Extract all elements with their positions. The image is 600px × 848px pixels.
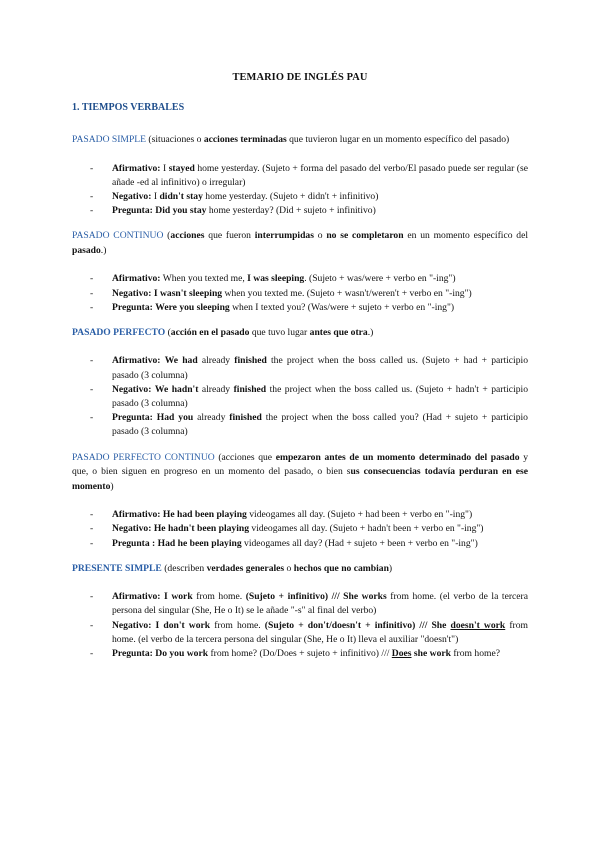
examples-list [90,272,528,315]
list-item: - Negativo: We hadn't already finished the project when the boss called us. (Sujeto + hadn't + participio pasado (3 columna) [90,383,528,410]
item-text: when I texted you? (Was/were + sujeto + verbo en "-ing") [229,301,455,313]
item-text: I [160,162,169,174]
list-item: - Afirmativo: I work from home. (Sujeto + infinitivo) /// She works from home. (el verbo de la tercera persona del singular (She, He o It) se le añade "-s" al final del verbo) [90,591,529,617]
item-keyword: Had he been playing [157,537,242,549]
intro-keyword: empezaron antes de un momento determinado del pasado [275,451,520,463]
item-text: the project when the boss called us. (Sujeto + hadn't + participio pasado (3 columna) [112,383,528,410]
item-keyword: didn't stay [159,190,203,202]
item-keyword: I work [164,591,193,603]
list-item: - Negativo: He hadn't been playing videogames all day. (Sujeto + hadn't been + verbo en "-ing") [90,523,484,535]
section-pasado-continuo [72,229,528,315]
list-item: - Negativo: I don't work from home. (Sujeto + don't/doesn't + infinitivo) /// She doesn't work from home. (el verbo de la tercera persona del singular (She, He o It) lleva el auxiliar "doesn't") [90,619,528,645]
list-item: - Pregunta: Had you already finished the project when the boss called you? (Had + sujeto + participio pasado (3 columna) [90,412,528,438]
item-keyword: He had been playing [162,509,247,521]
section-presente-simple [72,562,528,662]
item-label: Negativo: [112,287,152,299]
examples-list [90,508,528,551]
item-label: Afirmativo: [112,591,161,603]
item-label: Afirmativo: [112,509,161,521]
section-intro [72,326,528,341]
intro-text: (situaciones o [146,134,204,145]
item-label: Pregunta: [112,205,153,217]
item-keyword: He hadn't been playing [153,523,250,535]
list-item: - Afirmativo: We had already finished the project when the boss called us. (Sujeto + had + participio pasado (3 columna) [90,355,528,381]
intro-text: ) [388,562,393,574]
intro-keyword: verdades generales [206,562,285,574]
intro-keyword: us consecuencias todavía perduran en ese momento [72,466,528,492]
item-label: Pregunta: [112,301,153,313]
intro-text: (acciones que [214,451,276,463]
item-label: Afirmativo: [112,162,161,174]
item-text: home yesterday. (Sujeto + forma del pasado del verbo/El pasado puede ser regular (se añade -ed al infinitivo) o irregular) [112,162,528,188]
examples-list [90,590,528,661]
item-text: the project when the boss called us. (Sujeto + had + participio pasado (3 columna) [112,355,528,381]
list-item: - Pregunta : Had he been playing videogames all day? (Had + sujeto + been + verbo en "-ing") [90,537,478,549]
item-text: home yesterday? (Did + sujeto + infinitivo) [206,205,376,217]
item-text: from home. [192,591,246,603]
item-keyword: Had you [156,412,194,424]
item-keyword: Did you stay [155,205,207,217]
section-pasado-perfecto-continuo [72,451,528,551]
item-label: Pregunta: [112,412,153,424]
item-keyword: I was sleeping [247,273,305,285]
item-keyword: she work [411,648,451,660]
item-label: Negativo: [112,523,152,535]
intro-keyword: hechos que no cambian [293,562,389,574]
intro-keyword: no se completaron [326,230,404,242]
list-item: - Afirmativo: When you texted me, I was sleeping. (Sujeto + was/were + verbo en "-ing") [90,273,456,285]
item-label: Afirmativo: [112,273,161,285]
item-text: already [193,412,230,424]
item-label: Pregunta : [112,537,156,549]
list-item: - Pregunta: Were you sleeping when I texted you? (Was/were + sujeto + verbo en "-ing") [90,301,455,313]
intro-keyword: pasado [72,244,101,256]
list-item: - Afirmativo: He had been playing videogames all day. (Sujeto + had been + verbo en "-ing") [90,509,473,521]
item-text: from home. (el verbo de la tercera persona del singular (She, He o It) se le añade "-s" al final del verbo) [112,591,529,617]
section-pasado-simple [72,133,528,218]
item-text: videogames all day. (Sujeto + hadn't been + verbo en "-ing") [249,523,484,535]
intro-text: que tuvieron lugar en un momento específico del pasado) [286,134,510,145]
intro-text: ( [163,230,171,242]
item-keyword: Were you sleeping [155,301,230,313]
item-text: already [197,355,235,367]
intro-keyword: interrumpidas [254,230,314,242]
item-label: Negativo: [112,383,152,395]
item-label: Negativo: [112,619,152,631]
item-keyword: I wasn't sleeping [153,287,223,299]
intro-text: ( [165,326,171,338]
item-keyword: (Sujeto + don't/doesn't + infinitivo) /// She [264,619,451,631]
list-item: - Pregunta: Do you work from home? (Do/Does + sujeto + infinitivo) /// Does she work from home? [90,648,500,660]
section-intro [72,562,528,577]
item-keyword-underlined: doesn't work [450,619,506,631]
section-title: PASADO PERFECTO CONTINUO [72,451,215,463]
item-keyword: finished [229,412,262,424]
intro-keyword: acciones terminadas [203,134,287,145]
item-label: Afirmativo: [112,355,161,367]
item-keyword: (Sujeto + infinitivo) /// She works [245,591,387,603]
item-text: from home? [450,648,500,660]
section-intro [72,451,528,495]
item-text: . (Sujeto + was/were + verbo en "-ing") [304,273,456,285]
item-text: videogames all day? (Had + sujeto + been + verbo en "-ing") [241,537,478,549]
document-title: TEMARIO DE INGLÉS PAU [232,72,368,83]
item-text: already [198,383,234,395]
intro-text: .) [100,244,107,256]
intro-text: o [313,230,327,242]
section-intro [72,229,528,258]
item-keyword: finished [233,383,267,395]
intro-text: ) [110,480,114,492]
section-title: PASADO PERFECTO [72,326,166,338]
intro-text: (describen [161,562,207,574]
item-keyword: We had [164,355,198,367]
section-heading: 1. TIEMPOS VERBALES [72,102,185,113]
item-label: Pregunta: [112,648,153,660]
examples-list [90,354,528,439]
section-title: PASADO CONTINUO [72,230,164,242]
item-keyword: I don't work [155,619,211,631]
intro-text: que tuvo lugar [249,326,310,338]
item-text: home yesterday. (Sujeto + didn't + infinitivo) [202,190,379,202]
section-intro [72,133,528,148]
list-item: - Afirmativo: I stayed home yesterday. (Sujeto + forma del pasado del verbo/El pasado puede ser regular (se añade -ed al infinitivo) o irregular) [90,162,528,188]
item-text: from home. (el verbo de la tercera persona del singular (She, He o It) lleva el auxiliar "doesn't") [112,619,528,645]
list-item: - Negativo: I wasn't sleeping when you texted me. (Sujeto + wasn't/weren't + verbo en "-ing") [90,287,472,299]
item-text: the project when the boss called you? (Had + sujeto + participio pasado (3 columna) [112,412,528,438]
item-label: Negativo: [112,190,152,202]
item-keyword-underlined: Does [391,648,412,660]
section-title: PRESENTE SIMPLE [72,562,162,574]
examples-list [90,162,528,219]
item-text: from home. [210,619,265,631]
intro-text: en un momento específico del [403,230,529,242]
item-text: when you texted me. (Sujeto + wasn't/weren't + verbo en "-ing") [222,287,472,299]
item-text: When you texted me, [160,273,248,285]
intro-text: o [284,562,294,574]
item-text: I [151,190,160,202]
intro-text: que fueron [204,230,255,242]
list-item: - Negativo: I didn't stay home yesterday. (Sujeto + didn't + infinitivo) [90,190,379,202]
item-keyword: We hadn't [154,383,199,395]
intro-text: .) [367,326,374,338]
intro-text: y que, o bien siguen en progreso en un momento del pasado, o bien s [72,451,528,478]
item-keyword: Do you work [155,648,209,660]
intro-keyword: antes que otra [309,326,368,338]
section-pasado-perfecto [72,326,528,440]
item-keyword: finished [234,355,267,367]
intro-keyword: acción en el pasado [170,326,250,338]
item-keyword: stayed [168,162,195,174]
section-title: PASADO SIMPLE [72,134,147,145]
item-text: from home? (Do/Does + sujeto + infinitivo) /// [208,648,392,660]
list-item: - Pregunta: Did you stay home yesterday? (Did + sujeto + infinitivo) [90,205,376,217]
item-text: videogames all day. (Sujeto + had been + verbo en "-ing") [246,509,473,521]
intro-keyword: acciones [170,230,205,242]
